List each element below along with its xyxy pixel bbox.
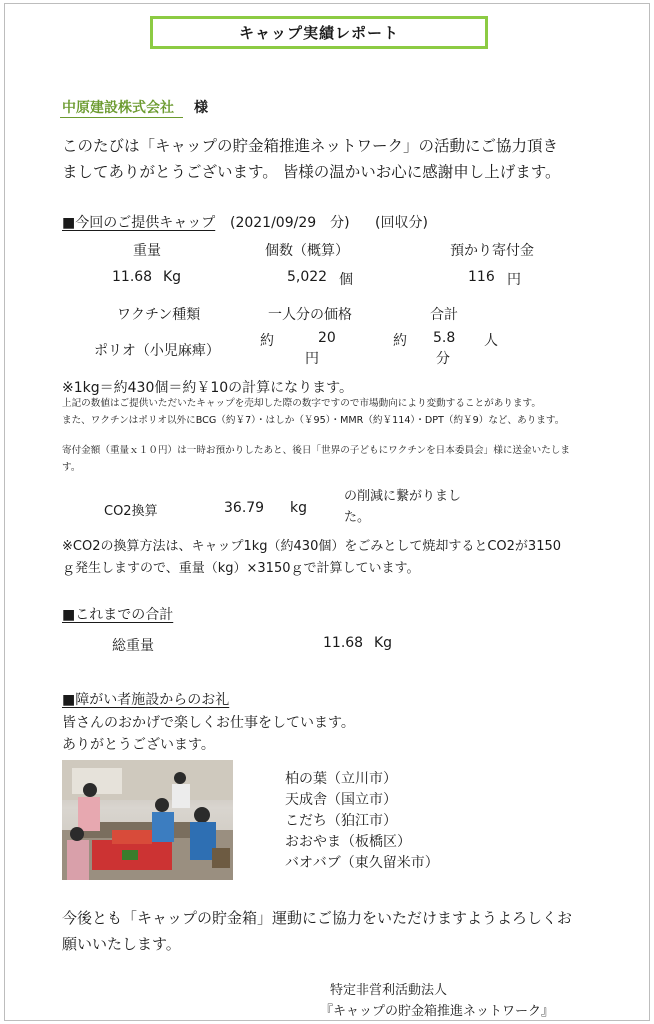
vaccine-price: 20 — [318, 330, 336, 346]
current-heading: ■今回のご提供キャップ — [62, 215, 216, 231]
value-count: 5,022 — [287, 269, 328, 285]
vaccine-type: ポリオ（小児麻痺） — [94, 343, 220, 359]
value-weight: 11.68 — [112, 269, 153, 285]
vaccine-total-prefix: 約 — [393, 333, 407, 349]
recipient-company: 中原建設株式会社 — [62, 100, 174, 116]
header-vaccine-price: 一人分の価格 — [268, 307, 352, 323]
small-note: 寄付金額（重量ｘ１０円）は一時お預かりしたあと、後日「世界の子どもにワクチンを日本委員会」様に送金いたします。 — [62, 445, 570, 473]
header-count: 個数（概算） — [265, 243, 349, 259]
header-weight: 重量 — [133, 243, 161, 259]
vaccine-total-unit2: 分 — [436, 351, 450, 367]
header-vaccine-type: ワクチン種類 — [117, 307, 201, 323]
facility-name: 柏の葉（立川市） — [285, 771, 397, 787]
totals-heading: ■これまでの合計 — [62, 607, 174, 623]
small-note: 上記の数値はご提供いただいたキャップを売却した際の数字ですので市場動向により変動することがあります。 — [62, 398, 541, 409]
calc-note: ※1kg＝約430個＝約￥10の計算になります。 — [62, 380, 354, 396]
totals-unit: Kg — [374, 635, 393, 651]
signature-org-name: 『キャップの貯金箱推進ネットワーク』 — [320, 1004, 555, 1019]
vaccine-total-unit: 人 — [484, 333, 498, 349]
header-vaccine-total: 合計 — [430, 307, 458, 323]
vaccine-total: 5.8 — [433, 330, 456, 346]
current-note: (回収分) — [375, 215, 428, 231]
facility-message: 皆さんのおかげで楽しくお仕事をしています。 — [62, 715, 355, 731]
totals-value: 11.68 — [323, 635, 364, 651]
workshop-photo — [62, 760, 233, 880]
signature-org-type: 特定非営利活動法人 — [330, 983, 448, 998]
small-note: また、ワクチンはポリオ以外にBCG（約￥7）・はしか（￥95）・MMR（約￥114）・DPT（約￥9）など、あります。 — [62, 415, 565, 426]
facility-heading: ■障がい者施設からのお礼 — [62, 692, 230, 708]
totals-label: 総重量 — [112, 638, 154, 654]
current-date: (2021/09/29 分) — [230, 215, 350, 231]
closing-text: 今後とも「キャップの貯金箱」運動にご協力をいただけますようよろしくお願いいたします。 — [62, 909, 573, 953]
recipient-underline — [60, 117, 183, 118]
intro-text: このたびは「キャップの貯金箱推進ネットワーク」の活動にご協力頂きましてありがとうございます。 皆様の温かいお心に感謝申し上げます。 — [62, 137, 561, 181]
co2-label: CO2換算 — [104, 504, 158, 519]
report-title: キャップ実績レポート — [150, 16, 488, 49]
facility-message: ありがとうございます。 — [62, 737, 215, 753]
co2-unit: kg — [290, 500, 307, 516]
value-donation-unit: 円 — [507, 272, 521, 288]
vaccine-price-prefix: 約 — [260, 333, 274, 349]
header-donation: 預かり寄付金 — [450, 243, 534, 259]
co2-note: ※CO2の換算方法は、キャップ1kg（約430個）をごみとして焼却するとCO2が3150ｇ発生しますので、重量（kg）×3150ｇで計算しています。 — [62, 539, 562, 576]
co2-text: の削減に繋がりました。 — [344, 489, 462, 525]
facility-name: バオバブ（東久留米市） — [285, 855, 439, 871]
vaccine-price-unit: 円 — [305, 351, 319, 367]
co2-value: 36.79 — [224, 500, 265, 516]
facility-name: 天成舎（国立市） — [285, 792, 397, 808]
value-donation: 116 — [468, 269, 495, 285]
value-count-unit: 個 — [339, 272, 353, 288]
facility-name: おおやま（板橋区） — [285, 834, 411, 850]
value-weight-unit: Kg — [163, 269, 182, 285]
facility-name: こだち（狛江市） — [285, 813, 397, 829]
recipient-honorific: 様 — [194, 100, 208, 116]
